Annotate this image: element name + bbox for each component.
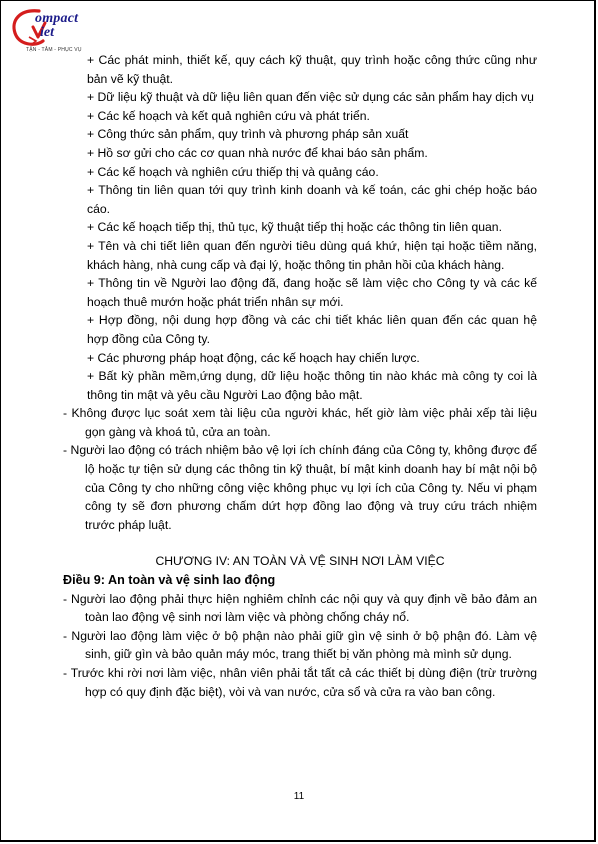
list-item: + Các phát minh, thiết kế, quy cách kỹ thuật, quy trình hoặc công thức cũng như bản vẽ kỹ thuật.	[87, 53, 537, 86]
rule-paragraph: - Không được lục soát xem tài liệu của người khác, hết giờ làm việc phải xếp tài liệu gọn gàng và khoá tủ, cửa an toàn.	[63, 406, 537, 439]
list-item: + Hợp đồng, nội dung hợp đồng và các chi tiết khác liên quan đến các quan hệ hợp đồng của Công ty.	[87, 313, 537, 346]
document-body	[63, 51, 537, 701]
logo-text-compact: ompact	[35, 11, 79, 26]
list-item: + Tên và chi tiết liên quan đến người tiêu dùng quá khứ, hiện tại hoặc tiềm năng, khách hàng, nhà cung cấp và đại lý, hoặc thông tin phản hồi của khách hàng.	[87, 238, 537, 272]
logo-tagline: TẬN - TÂM - PHỤC VỤ	[26, 47, 82, 53]
company-logo	[9, 7, 104, 57]
rule-paragraph: - Người lao động có trách nhiệm bảo vệ lợi ích chính đáng của Công ty, không được để lộ hoặc tự tiện sử dụng các thông tin kỹ thuật, bí mật kinh doanh hay bí mật nội bộ của Công ty cho những công việc không phục vụ lợi ích của Công ty. Nếu vi phạm công ty sẽ đơn phương chấm dứt hợp đồng lao động và truy cứu trách nhiệm trước pháp luật.	[63, 443, 537, 532]
list-item: + Các kế hoạch và kết quả nghiên cứu và phát triển.	[87, 108, 370, 123]
list-item: + Các kế hoạch tiếp thị, thủ tục, kỹ thuật tiếp thị hoặc các thông tin liên quan.	[87, 220, 502, 235]
page-number: 11	[293, 791, 305, 802]
logo-text-viet: iet	[40, 25, 54, 40]
list-item: + Thông tin về Người lao động đã, đang hoặc sẽ làm việc cho Công ty và các kế hoạch thuê mướn hoặc phát triển nhân sự mới.	[87, 276, 537, 309]
confidential-info-list	[63, 51, 537, 404]
list-item: + Thông tin liên quan tới quy trình kinh doanh và kế toán, các ghi chép hoặc báo cáo.	[87, 183, 537, 216]
list-item: + Bất kỳ phần mềm,ứng dụng, dữ liệu hoặc thông tin nào khác mà công ty coi là thông tin mật và yêu cầu Người Lao động bảo mật.	[87, 369, 537, 402]
list-item: + Các phương pháp hoạt động, các kế hoạch hay chiến lược.	[87, 350, 420, 365]
rule-paragraph: - Người lao động làm việc ở bộ phận nào phải giữ gìn vệ sinh ở bộ phận đó. Làm vệ sinh, giữ gìn và bảo quản máy móc, trang thiết bị văn phòng mà mình sử dụng.	[63, 628, 537, 662]
list-item: + Dữ liệu kỹ thuật và dữ liệu liên quan đến việc sử dụng các sản phẩm hay dịch vụ	[87, 90, 534, 105]
chapter-title: CHƯƠNG IV: AN TOÀN VÀ VỆ SINH NƠI LÀM VIỆC	[155, 554, 445, 569]
list-item: + Công thức sản phẩm, quy trình và phương pháp sản xuất	[87, 127, 409, 142]
list-item: + Hồ sơ gửi cho các cơ quan nhà nước để khai báo sản phẩm.	[87, 145, 428, 160]
list-item: + Các kế hoạch và nghiên cứu thiếp thị và quảng cáo.	[87, 164, 379, 179]
rule-paragraph: - Người lao động phải thực hiện nghiêm chỉnh các nội quy và quy định về bảo đảm an toàn lao động vệ sinh nơi làm việc và phòng chống cháy nổ.	[63, 591, 537, 625]
rule-paragraph: - Trước khi rời nơi làm việc, nhân viên phải tắt tất cả các thiết bị dùng điện (trừ trường hợp có quy định đặc biệt), vòi và van nước, cửa sổ và cửa ra vào ban công.	[63, 666, 537, 699]
article-title: Điều 9: An toàn và vệ sinh lao động	[63, 573, 276, 588]
